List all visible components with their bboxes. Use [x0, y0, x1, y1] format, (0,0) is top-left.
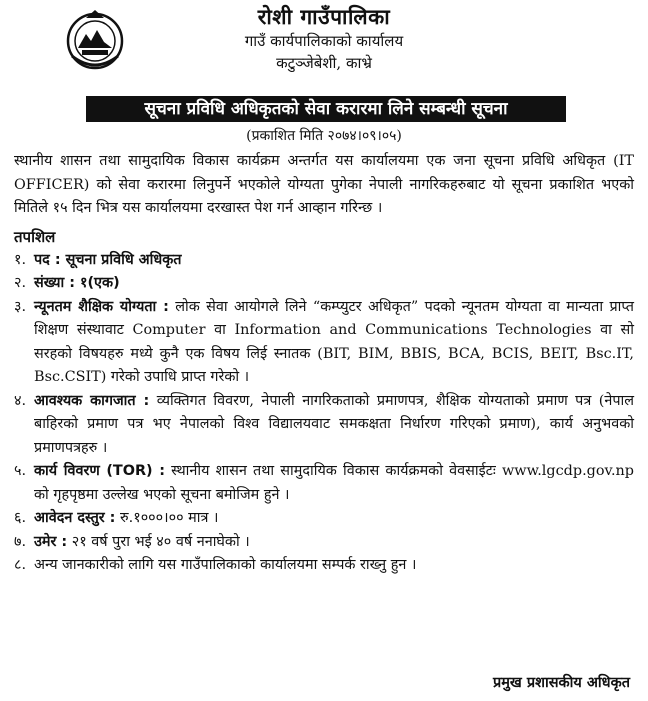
item-text: रु.१०००।०० मात्र । [120, 510, 219, 526]
office-name: गाउँ कार्यपालिकाको कार्यालय [244, 32, 404, 50]
item-number: १. [14, 251, 27, 268]
list-item [14, 507, 634, 531]
item-label: उमेर : [34, 533, 68, 550]
item-label: पद : सूचना प्रविधि अधिकृत [34, 251, 182, 268]
details-heading: तपशिल [14, 227, 56, 246]
item-label: आवश्यक कागजात : [34, 392, 150, 409]
item-number: ६. [14, 510, 27, 526]
item-label: आवेदन दस्तुर : [34, 510, 116, 526]
item-number: २. [14, 275, 27, 291]
item-number: ७. [14, 533, 27, 550]
list-item [14, 554, 634, 578]
published-date: (प्रकाशित मिति २०७४।०९।०५) [246, 128, 402, 144]
office-location: कटुञ्जेबेशी, काभ्रे [276, 54, 372, 72]
item-label: संख्या : १(एक) [34, 275, 120, 291]
item-number: ४. [14, 392, 27, 409]
letterhead [0, 4, 648, 74]
item-text: अन्य जानकारीको लागि यस गाउँपालिकाको कार्यालयमा सम्पर्क राख्नु हुन । [34, 557, 417, 573]
org-name: रोशी गाउँपालिका [257, 5, 391, 29]
item-text: व्यक्तिगत विवरण, नेपाली नागरिकताको प्रमाणपत्र, शैक्षिक योग्यताको प्रमाण पत्र (नेपाल बाहिरको प्रमाण पत्र भए नेपालको विश्व विद्यालयवाट समकक्षता निर्धारण गरिएको प्रमाण), कार्य अनुभवको प्रमाणपत्रहरु । [34, 392, 634, 456]
list-item [14, 390, 634, 461]
list-item [14, 296, 634, 390]
list-item [14, 272, 634, 296]
list-item [14, 249, 634, 273]
notice-body [14, 150, 634, 578]
item-label: न्यूनतम शैक्षिक योग्यता : [34, 298, 169, 315]
item-number: ५. [14, 463, 27, 479]
item-text: स्थानीय शासन तथा सामुदायिक विकास कार्यक्रमको वेवसाईटः www.lgcdp.gov.np को गृहपृष्ठमा उल्लेख भएको सूचना बमोजिम हुने । [34, 463, 635, 503]
notice-title-banner: सूचना प्रविधि अधिकृतको सेवा करारमा लिने सम्बन्धी सूचना [86, 96, 566, 122]
list-item [14, 460, 634, 507]
list-item [14, 531, 634, 555]
item-text: लोक सेवा आयोगले लिने “कम्प्युटर अधिकृत” पदको न्यूनतम योग्यता वा मान्यता प्राप्त शिक्षण संस्थावाट Computer वा Information and Communications Technologies वा सो सरहको विषयहरु मध्ये कुनै एक विषय लिई स्नातक (BIT, BIM, BBIS, BCA, BCIS, BEIT, Bsc.IT, Bsc.CSIT) गरेको उपाधि प्राप्त गरेको । [34, 298, 635, 385]
signature-title: प्रमुख प्रशासकीय अधिकृत [493, 675, 630, 691]
item-number: ८. [14, 557, 27, 573]
item-number: ३. [14, 298, 27, 315]
intro-paragraph: स्थानीय शासन तथा सामुदायिक विकास कार्यक्रम अन्तर्गत यस कार्यालयमा एक जना सूचना प्रविधि अधिकृत (IT OFFICER) को सेवा करारमा लिनुपर्ने भएकोले योग्यता पुगेका नेपाली नागरिकहरुबाट यो सूचना प्रकाशित भएको मितिले १५ दिन भित्र यस कार्यालयमा दरखास्त पेश गर्न आव्हान गरिन्छ । [14, 153, 634, 216]
item-text: २१ वर्ष पुरा भई ४० वर्ष ननाघेको । [71, 533, 250, 550]
item-label: कार्य विवरण (TOR) : [34, 463, 165, 479]
